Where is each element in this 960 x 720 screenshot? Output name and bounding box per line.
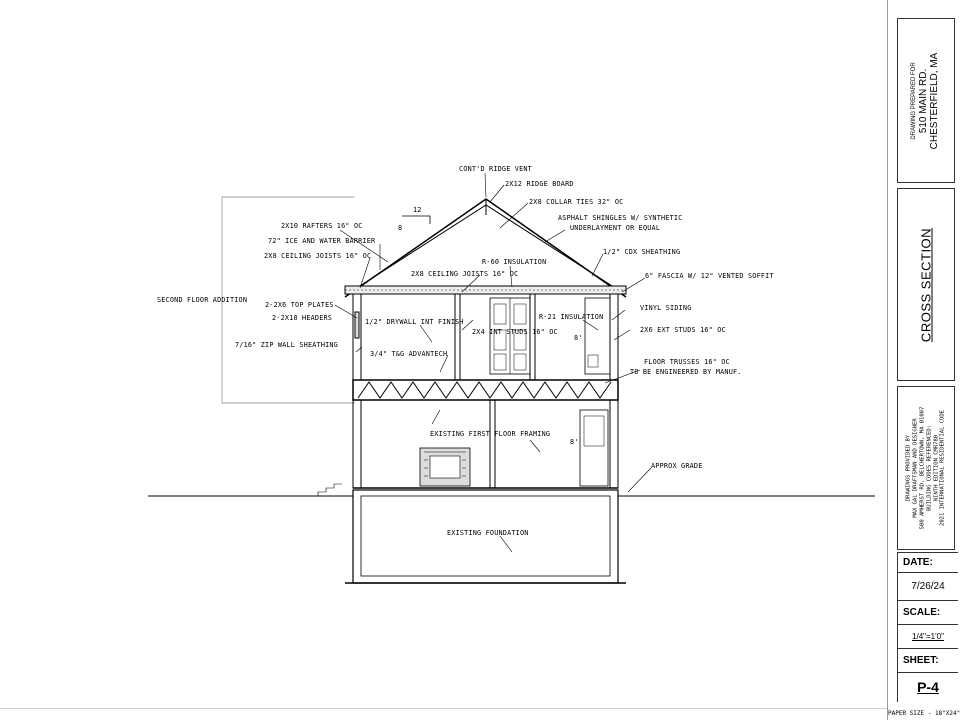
provider-line: 2021 INTERNATIONAL RESIDENTIAL CODE: [939, 410, 946, 526]
note-asphalt-1: ASPHALT SHINGLES W/ SYNTHETIC: [558, 214, 683, 222]
note-floor-trusses-1: FLOOR TRUSSES 16" OC: [644, 358, 730, 366]
note-grade: APPROX GRADE: [651, 462, 703, 470]
provider-text: [905, 407, 946, 530]
note-first-floor: EXISTING FIRST FLOOR FRAMING: [430, 430, 551, 438]
note-foundation: EXISTING FOUNDATION: [447, 529, 529, 537]
date-value: 7/26/24: [898, 572, 958, 600]
sheet-label: SHEET:: [898, 648, 958, 672]
note-cdx: 1/2" CDX SHEATHING: [603, 248, 681, 256]
note-rafters: 2X10 RAFTERS 16" OC: [281, 222, 363, 230]
note-ceiling-joists-left: 2X8 CEILING JOISTS 16" OC: [264, 252, 372, 260]
note-ceiling-joists-mid: 2X8 CEILING JOISTS 16" OC: [411, 270, 519, 278]
prepared-for-box: [897, 18, 955, 183]
note-r21: R-21 INSULATION: [539, 313, 604, 321]
prepared-for-label: DRAWING PREPARED FOR: [911, 61, 918, 140]
sheet-border: [887, 0, 888, 720]
note-fascia: 6" FASCIA W/ 12" VENTED SOFFIT: [645, 272, 774, 280]
note-top-plates: 2-2X6 TOP PLATES: [265, 301, 334, 309]
note-asphalt-2: UNDERLAYMENT OR EQUAL: [570, 224, 661, 232]
note-int-studs: 2X4 INT STUDS 16" OC: [472, 328, 558, 336]
provider-line: DRAWINGS PROVIDED BY: [905, 434, 912, 502]
scale-value: 1/4"=1'0": [898, 624, 958, 648]
roof-pitch-symbol: [402, 216, 430, 224]
note-vinyl: VINYL SIDING: [640, 304, 692, 312]
prepared-for-text: [911, 52, 941, 149]
address-line-1: 510 MAIN RD.: [917, 68, 929, 133]
note-zip: 7/16" ZIP WALL SHEATHING: [235, 341, 339, 349]
note-ridge-vent: CONT'D RIDGE VENT: [459, 165, 532, 173]
note-advantech: 3/4" T&G ADVANTECH: [370, 350, 448, 358]
floor-trusses: [353, 380, 618, 400]
sheet-title: CROSS SECTION: [918, 227, 934, 342]
pitch-rise: 8: [398, 224, 403, 232]
sheet-bottom-border: [0, 708, 887, 709]
height-first-floor: 8': [570, 438, 579, 446]
provider-line: 500 AMHERST RD, BELCHERTOWN, MA 01007: [919, 406, 926, 530]
address-line-2: CHESTERFIELD, MA: [929, 52, 941, 149]
note-ext-studs: 2X6 EXT STUDS 16" OC: [640, 326, 726, 334]
note-headers: 2-2X10 HEADERS: [272, 314, 333, 322]
sheet-title-box: [897, 188, 955, 381]
pitch-run: 12: [413, 206, 422, 214]
paper-size: PAPER SIZE - 18"X24": [888, 710, 960, 717]
scale-label: SCALE:: [898, 600, 958, 624]
note-floor-trusses-2: TO BE ENGINEERED BY MANUF.: [630, 368, 742, 376]
provider-box: [897, 386, 955, 550]
info-block: [897, 552, 958, 702]
note-ridge-board: 2X12 RIDGE BOARD: [505, 180, 574, 188]
height-second-floor: 8': [574, 334, 583, 342]
provider-line: NINTH EDITION CMR780: [932, 434, 939, 502]
provider-line: MAX GAL DRAFTSMAN AND DESIGNER: [912, 418, 919, 518]
provider-line: BUILDING CODES REFERENCED:: [926, 424, 932, 512]
note-second-floor-addition: SECOND FLOOR ADDITION: [157, 296, 248, 304]
note-drywall: 1/2" DRYWALL INT FINISH: [365, 318, 464, 326]
note-ice-water: 72" ICE AND WATER BARRIER: [268, 237, 376, 245]
sheet-number: P-4: [898, 672, 958, 700]
date-label: DATE:: [898, 552, 958, 572]
title-block: [888, 0, 960, 720]
note-r60: R-60 INSULATION: [482, 258, 547, 266]
note-collar-ties: 2X8 COLLAR TIES 32" OC: [529, 198, 624, 206]
